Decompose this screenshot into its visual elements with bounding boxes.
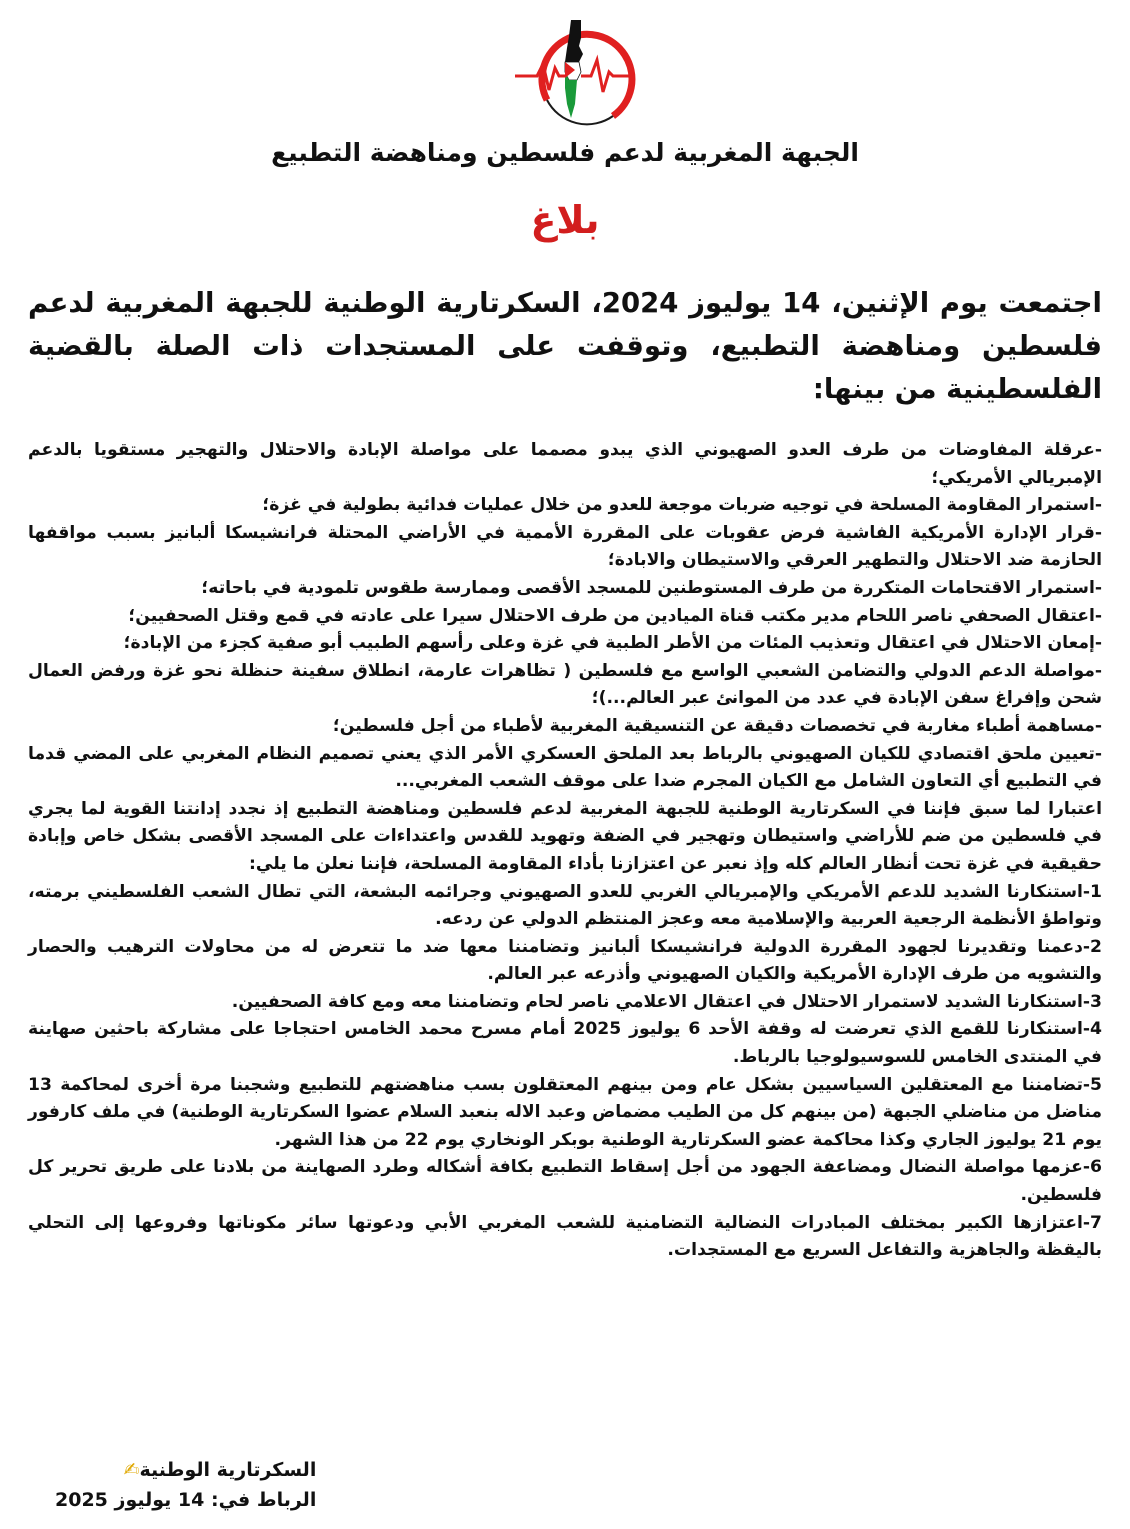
document-title: بلاغ — [530, 198, 600, 242]
declaration-item: 3-استنكارنا الشديد لاستمرار الاحتلال في اعتقال الاعلامي ناصر لحام وتضامننا معه ومع كافة الصحفيين. — [231, 991, 1102, 1012]
signature-block — [55, 1455, 316, 1515]
logo-pulse-right — [581, 60, 633, 92]
declaration-item: 7-اعتزازها الكبير بمختلف المبادرات النضالية التضامنية للشعب المغربي الأبي ودعوتها سائر مكوناتها وفروعها إلى التحلي باليقظة والجاهزية والتفاعل السريع مع المستجدات. — [28, 1212, 1102, 1261]
writing-hand-icon: ✍ — [123, 1459, 140, 1481]
declaration-item: 2-دعمنا وتقديرنا لجهود المقررة الدولية فرانشيسكا ألبانيز وتضامننا معها ضد ما تتعرض له من محاولات الترهيب والحصار والتشويه من طرف الإدارة الأمريكية والكيان الصهيوني وأذرعه عبر العالم. — [28, 936, 1102, 985]
organization-title: الجبهة المغربية لدعم فلسطين ومناهضة التطبيع — [271, 138, 859, 167]
development-item: -عرقلة المفاوضات من طرف العدو الصهيوني الذي يبدو مصمما على مواصلة الإبادة والاحتلال والتهجير مستقويا بالدعم الإمبريالي الأمريكي؛ — [28, 440, 1102, 488]
logo-dark-ring — [547, 100, 613, 124]
palestine-map-logo-icon — [495, 8, 655, 138]
intro-paragraph: اجتمعت يوم الإثنين، 14 يوليوز 2024، السكرتارية الوطنية للجبهة المغربية لدعم فلسطين ومناهضة التطبيع، وتوقفت على المستجدات ذات الصلة بالقضية الفلسطينية من بينها: — [28, 287, 1102, 405]
development-item: -قرار الإدارة الأمريكية الفاشية فرض عقوبات على المقررة الأممية في الأراضي المحتلة فرانشيسكا ألبانيز بسبب مواقفها الحازمة ضد الاحتلال والتطهير العرقي والاستيطان والابادة؛ — [28, 522, 1102, 571]
development-item: -استمرار الاقتحامات المتكررة من طرف المستوطنين للمسجد الأقصى وممارسة طقوس تلمودية في باحاته؛ — [201, 577, 1102, 598]
development-item: -تعيين ملحق اقتصادي للكيان الصهيوني بالرباط بعد الملحق العسكري الأمر الذي يعني تصميم النظام المغربي على المضي قدما في التطبيع أي التعاون الشامل مع الكيان المجرم ضدا على موقف الشعب المغربي... — [28, 743, 1102, 792]
declaration-item: 4-استنكارنا للقمع الذي تعرضت له وقفة الأحد 6 يوليوز 2025 أمام مسرح محمد الخامس احتجاجا على مشاركة باحثين صهاينة في المنتدى الخامس للسوسيولوجيا بالرباط. — [28, 1019, 1102, 1068]
development-item: -مواصلة الدعم الدولي والتضامن الشعبي الواسع مع فلسطين ( تظاهرات عارمة، انطلاق سفينة حنظلة نحو غزة ورفض العمال شحن وإفراغ سفن الإبادة في عدد من الموانئ عبر العالم...)؛ — [28, 660, 1102, 709]
statement-intro: اعتبارا لما سبق فإننا في السكرتارية الوطنية للجبهة المغربية لدعم فلسطين ومناهضة التطبيع إذ نجدد إدانتنا القوية لما يجري في فلسطين من ضم للأراضي واستيطان وتهجير في الضفة وتهويد للقدس واعتداءات على المسجد الأقصى بشكل خاص وإبادة حقيقية في غزة تحت أنظار العالم كله وإذ نعبر عن اعتزازنا بأداء المقاومة المسلحة، فإننا نعلن ما يلي: — [28, 798, 1102, 874]
development-item: -استمرار المقاومة المسلحة في توجيه ضربات موجعة للعدو من خلال عمليات فدائية بطولية في غزة؛ — [262, 495, 1102, 516]
development-item: -إمعان الاحتلال في اعتقال وتعذيب المئات من الأطر الطبية في غزة وعلى رأسهم الطبيب أبو صفية كجزء من الإبادة؛ — [123, 633, 1102, 654]
declaration-item: 6-عزمها مواصلة النضال ومضاعفة الجهود من أجل إسقاط التطبيع بكافة أشكاله وطرد الصهاينة من بلادنا على طريق تحرير كل فلسطين. — [28, 1157, 1102, 1206]
signer-line — [55, 1455, 316, 1485]
place-date: الرباط في: 14 يوليوز 2025 — [55, 1489, 317, 1511]
development-item: -مساهمة أطباء مغاربة في تخصصات دقيقة عن التنسيقية المغربية لأطباء من أجل فلسطين؛ — [332, 715, 1102, 736]
declaration-item: 5-تضامننا مع المعتقلين السياسيين بشكل عام ومن بينهم المعتقلون بسب مناهضتهم للتطبيع وشجبنا مرة أخرى لمحاكمة 13 مناضل من مناضلي الجبهة (من بينهم كل من الطيب مضماض وعبد الاله بنعبد السلام عضوا السكرتارية الوطنية) في ملف كارفور يوم 21 يوليوز الجاري وكذا محاكمة عضو السكرتارية الوطنية بوبكر الونخاري يوم 22 من هذا الشهر. — [28, 1074, 1102, 1150]
signer-name: السكرتارية الوطنية — [139, 1459, 317, 1481]
development-item: -اعتقال الصحفي ناصر اللحام مدير مكتب قناة الميادين من طرف الاحتلال سيرا على عادته في قمع وقتل الصحفيين؛ — [128, 605, 1102, 626]
statement-body — [28, 437, 1102, 1265]
declaration-item: 1-استنكارنا الشديد للدعم الأمريكي والإمبريالي الغربي للعدو الصهيوني وجرائمه البشعة، التي تطال الشعب الفلسطيني برمته، وتواطؤ الأنظمة الرجعية العربية والإسلامية معه وعجز المنتظم الدولي عن ردعه. — [28, 881, 1102, 930]
